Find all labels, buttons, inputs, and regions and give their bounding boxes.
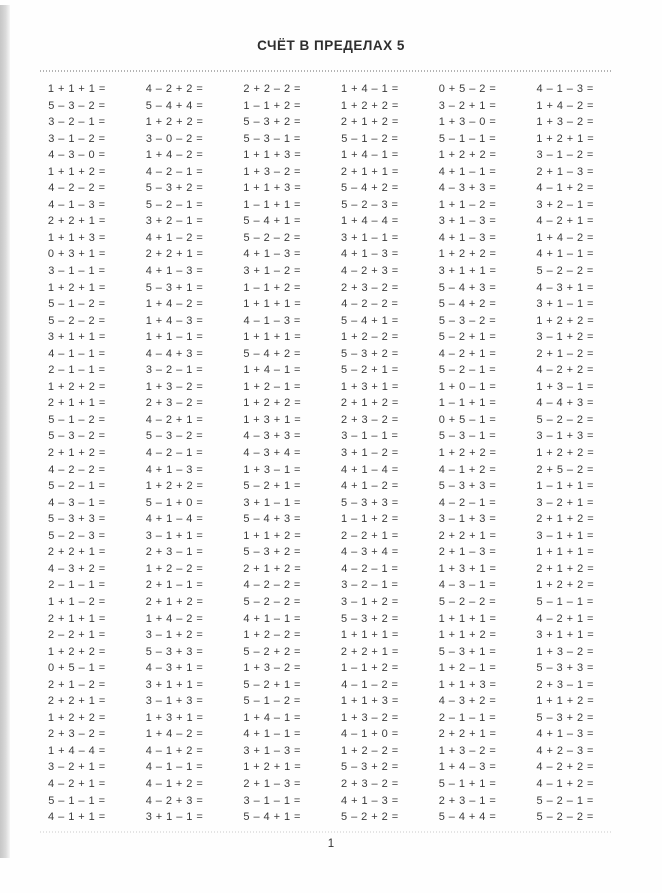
expression-cell: 5 – 2 + 2 = — [341, 811, 399, 824]
expression-cell: 4 – 3 – 1 = — [48, 496, 106, 509]
expression-cell: 5 – 2 – 2 = — [243, 595, 301, 608]
expression-cell: 4 – 2 + 2 = — [536, 364, 594, 377]
expression-cell: 4 + 1 – 3 = — [536, 728, 594, 741]
expression-cell: 2 + 1 – 3 = — [536, 165, 594, 178]
expression-cell: 1 + 3 – 2 = — [145, 380, 204, 393]
expression-cell: 5 – 3 – 2 = — [48, 430, 106, 443]
expression-cell: 4 – 2 + 2 = — [536, 761, 594, 774]
expression-cell: 1 + 1 + 3 = — [243, 182, 302, 195]
expression-cell: 2 + 1 + 2 = — [536, 562, 595, 575]
expression-cell: 4 + 1 – 3 = — [341, 794, 399, 807]
expression-cell: 0 + 5 – 1 = — [48, 662, 106, 675]
expression-cell: 1 + 1 + 1 = — [243, 298, 302, 311]
expression-cell: 1 + 3 – 0 = — [438, 116, 497, 129]
expression-cell: 5 – 4 + 2 = — [243, 347, 301, 360]
expression-cell: 3 – 1 – 1 = — [48, 265, 106, 278]
expression-cell: 0 + 3 + 1 = — [47, 248, 106, 261]
expression-cell: 5 – 3 + 3 = — [438, 480, 497, 493]
expression-cell: 2 + 3 – 2 = — [341, 777, 399, 790]
expression-cell: 2 + 3 – 1 = — [536, 678, 594, 691]
expression-cell: 1 + 2 + 2 = — [536, 447, 595, 460]
expression-cell: 1 + 2 – 2 = — [341, 331, 399, 344]
page-edge-shadow — [0, 5, 10, 858]
expression-cell: 1 + 1 + 3 = — [243, 149, 302, 162]
expression-cell: 5 – 4 + 1 = — [243, 811, 301, 824]
expression-cell: 1 + 1 + 2 = — [243, 529, 302, 542]
expression-cell: 5 – 4 + 4 = — [145, 99, 204, 112]
expression-cell: 2 + 3 – 2 = — [341, 281, 399, 294]
expression-cell: 4 – 2 – 1 = — [438, 496, 497, 509]
expression-cell: 2 + 2 + 1 = — [340, 645, 399, 658]
expression-cell: 5 – 3 + 1 = — [145, 281, 204, 294]
expression-cell: 5 – 3 – 1 = — [243, 132, 301, 145]
expression-cell: 1 + 4 – 1 = — [243, 364, 301, 377]
expression-cell: 2 + 1 – 2 = — [536, 347, 594, 360]
expression-cell: 5 – 3 + 2 = — [536, 711, 594, 724]
expression-cell: 1 + 2 + 2 = — [536, 579, 595, 592]
expression-cell: 4 + 2 – 3 = — [536, 744, 594, 757]
expression-cell: 4 – 1 – 3 = — [536, 83, 594, 95]
expression-cell: 1 + 2 + 2 = — [438, 447, 497, 460]
expression-cell: 4 – 3 + 2 = — [438, 695, 497, 708]
expression-cell: 1 + 2 + 1 = — [243, 761, 302, 774]
expression-cell: 1 + 4 – 2 = — [145, 298, 204, 311]
expression-cell: 1 + 2 + 2 = — [47, 380, 106, 393]
expression-cell: 5 – 3 + 3 = — [341, 496, 399, 509]
expression-cell: 5 – 3 – 2 = — [145, 430, 204, 443]
expression-cell: 1 + 2 – 2 = — [243, 629, 301, 642]
expression-cell: 3 + 1 + 1 = — [536, 629, 595, 642]
expression-cell: 5 – 2 – 1 = — [145, 198, 204, 211]
expression-cell: 1 + 3 + 1 = — [340, 380, 399, 393]
dotted-divider-bottom — [40, 831, 612, 833]
expression-cell: 2 + 2 – 2 = — [243, 83, 301, 95]
expression-cell: 5 – 3 – 2 = — [48, 99, 106, 112]
expression-cell: 4 + 1 – 1 = — [243, 612, 301, 625]
expression-cell: 3 – 1 – 2 = — [48, 132, 106, 145]
expression-cell: 4 – 2 – 1 = — [145, 165, 204, 178]
expression-cell: 3 + 1 – 1 = — [341, 231, 399, 244]
expression-cell: 2 + 2 + 1 = — [47, 546, 106, 559]
expression-cell: 2 – 1 – 1 = — [48, 364, 106, 377]
expression-cell: 1 – 1 + 2 = — [243, 281, 301, 294]
expression-cell: 3 + 1 + 1 = — [145, 678, 204, 691]
expression-cell: 5 – 1 – 2 = — [243, 695, 301, 708]
expression-cell: 1 + 1 – 2 = — [438, 198, 497, 211]
expression-cell: 2 + 3 – 2 = — [341, 413, 399, 426]
expression-cell: 5 – 2 – 3 = — [341, 198, 399, 211]
expression-cell: 4 – 1 + 2 = — [145, 777, 204, 790]
expression-cell: 4 – 1 – 1 = — [145, 761, 204, 774]
expression-cell: 4 + 1 – 1 = — [438, 165, 497, 178]
expression-cell: 5 – 2 + 1 = — [243, 480, 301, 493]
expression-cell: 2 + 5 – 2 = — [536, 463, 594, 476]
expression-cell: 4 – 1 – 1 = — [48, 347, 106, 360]
expression-cell: 4 – 3 + 2 = — [48, 562, 106, 575]
expression-cell: 5 – 4 + 3 = — [243, 513, 301, 526]
expression-cell: 1 + 1 + 1 = — [243, 331, 302, 344]
expression-cell: 1 + 4 – 2 = — [145, 149, 204, 162]
expression-cell: 5 – 3 + 3 = — [145, 645, 204, 658]
dotted-divider-top — [40, 70, 612, 72]
expression-cell: 1 + 4 – 3 = — [145, 314, 204, 327]
expression-cell: 1 + 4 – 4 = — [341, 215, 399, 228]
expression-cell: 3 – 2 + 1 = — [536, 496, 594, 509]
expression-cell: 3 – 2 + 1 = — [438, 99, 497, 112]
expression-cell: 4 – 2 – 1 = — [341, 562, 399, 575]
expression-cell: 5 – 2 + 2 = — [243, 645, 301, 658]
expression-cell: 2 + 3 – 1 = — [145, 546, 204, 559]
expression-cell: 3 – 1 – 1 = — [243, 794, 301, 807]
expression-cell: 2 + 1 – 3 = — [438, 546, 497, 559]
expression-cell: 1 + 3 – 2 = — [243, 165, 301, 178]
expression-cell: 3 + 1 + 1 = — [438, 265, 497, 278]
expression-cell: 4 – 1 + 2 = — [438, 463, 497, 476]
expression-cell: 3 + 2 – 1 = — [536, 198, 594, 211]
expression-cell: 4 – 3 – 1 = — [438, 579, 497, 592]
worksheet-grid — [28, 83, 614, 828]
expression-cell: 1 + 2 – 1 = — [438, 662, 497, 675]
expression-cell: 3 + 2 – 1 = — [145, 215, 204, 228]
expression-cell: 1 + 3 + 1 = — [145, 711, 204, 724]
expression-cell: 1 + 1 + 2 = — [438, 629, 497, 642]
expression-cell: 1 + 3 – 1 = — [243, 463, 301, 476]
expression-cell: 1 + 1 – 2 = — [48, 595, 106, 608]
expression-cell: 5 – 3 + 2 = — [341, 347, 399, 360]
expression-cell: 2 + 1 + 1 = — [340, 165, 399, 178]
expression-cell: 5 – 1 + 1 = — [438, 777, 497, 790]
expression-cell: 3 – 2 – 1 = — [145, 364, 204, 377]
expression-cell: 4 – 2 – 2 = — [48, 182, 106, 195]
expression-cell: 1 + 2 + 2 = — [243, 397, 302, 410]
expression-cell: 2 + 1 – 1 = — [145, 579, 204, 592]
expression-cell: 4 + 1 – 3 = — [243, 248, 301, 261]
expression-cell: 5 – 2 – 3 = — [48, 529, 106, 542]
expression-cell: 4 – 2 + 1 = — [145, 413, 204, 426]
expression-cell: 4 – 1 + 0 = — [341, 728, 399, 741]
expression-cell: 5 – 3 + 2 = — [341, 612, 399, 625]
expression-cell: 3 – 0 – 2 = — [145, 132, 204, 145]
expression-cell: 1 + 3 – 2 = — [243, 662, 301, 675]
expression-cell: 3 – 1 + 3 = — [438, 513, 497, 526]
expression-cell: 1 + 2 + 1 = — [47, 281, 106, 294]
expression-cell: 5 – 1 – 2 = — [341, 132, 399, 145]
expression-cell: 5 – 1 – 1 = — [536, 595, 594, 608]
expression-cell: 3 – 1 + 3 = — [145, 695, 204, 708]
expression-cell: 1 + 1 – 1 = — [145, 331, 204, 344]
expression-cell: 2 – 2 + 1 = — [341, 529, 399, 542]
expression-cell: 5 – 1 + 0 = — [145, 496, 204, 509]
expression-cell: 1 – 1 + 2 = — [341, 662, 399, 675]
page-number: 1 — [327, 838, 335, 850]
expression-cell: 5 – 1 – 1 = — [48, 794, 106, 807]
expression-cell: 4 + 1 – 4 = — [145, 513, 204, 526]
expression-cell: 3 – 1 – 2 = — [536, 149, 594, 162]
expression-cell: 1 + 3 + 1 = — [243, 413, 302, 426]
expression-cell: 2 + 1 + 2 = — [340, 116, 399, 129]
expression-cell: 2 + 1 + 1 = — [47, 397, 106, 410]
expression-cell: 1 + 3 – 2 = — [438, 744, 497, 757]
expression-cell: 5 – 2 – 2 = — [536, 811, 594, 824]
expression-cell: 3 – 2 – 1 = — [341, 579, 399, 592]
expression-cell: 2 + 1 + 2 = — [340, 397, 399, 410]
expression-cell: 1 + 4 – 1 = — [341, 149, 399, 162]
expression-cell: 2 + 1 + 2 = — [145, 595, 204, 608]
expression-cell: 5 – 1 – 2 = — [48, 413, 106, 426]
expression-cell: 4 – 2 + 1 = — [536, 215, 594, 228]
expression-cell: 5 – 2 – 2 = — [48, 314, 106, 327]
expression-cell: 4 – 2 – 1 = — [145, 447, 204, 460]
expression-cell: 4 – 3 – 0 = — [48, 149, 106, 162]
expression-cell: 1 + 4 – 1 = — [243, 711, 301, 724]
expression-cell: 3 + 1 – 1 = — [145, 811, 204, 824]
expression-cell: 1 + 4 – 3 = — [438, 761, 497, 774]
expression-cell: 3 – 1 – 1 = — [341, 430, 399, 443]
expression-cell: 5 – 3 + 2 = — [243, 116, 301, 129]
expression-cell: 0 + 5 – 1 = — [438, 413, 497, 426]
expression-cell: 2 + 3 – 2 = — [145, 397, 204, 410]
expression-cell: 2 + 3 – 2 = — [48, 728, 106, 741]
expression-cell: 1 + 2 – 2 = — [341, 744, 399, 757]
expression-cell: 4 – 3 + 1 = — [145, 662, 204, 675]
expression-cell: 1 + 1 + 3 = — [340, 695, 399, 708]
expression-cell: 4 + 1 – 2 = — [145, 231, 204, 244]
expression-cell: 4 – 2 + 1 = — [48, 777, 106, 790]
expression-cell: 3 + 1 – 2 = — [243, 265, 301, 278]
expression-cell: 1 + 3 – 2 = — [536, 645, 594, 658]
expression-cell: 5 – 3 + 3 = — [536, 662, 594, 675]
expression-cell: 4 + 1 – 1 = — [243, 728, 301, 741]
expression-cell: 4 – 1 – 2 = — [341, 678, 399, 691]
expression-cell: 4 – 1 – 3 = — [48, 198, 106, 211]
expression-cell: 2 – 1 – 1 = — [48, 579, 106, 592]
expression-cell: 4 – 2 – 2 = — [48, 463, 106, 476]
expression-cell: 2 + 1 + 2 = — [536, 513, 595, 526]
expression-cell: 4 – 3 + 1 = — [536, 281, 594, 294]
expression-cell: 4 – 1 + 2 = — [536, 182, 594, 195]
expression-cell: 2 + 2 + 1 = — [47, 695, 106, 708]
expression-cell: 1 + 4 – 4 = — [48, 744, 106, 757]
expression-cell: 3 + 1 – 3 = — [438, 215, 497, 228]
expression-cell: 4 – 1 – 3 = — [243, 314, 301, 327]
expression-cell: 0 + 5 – 2 = — [438, 83, 497, 95]
expression-cell: 1 + 1 + 2 = — [47, 165, 106, 178]
expression-cell: 4 – 1 + 2 = — [536, 777, 594, 790]
expression-cell: 4 + 1 – 2 = — [341, 480, 399, 493]
expression-cell: 5 – 4 + 2 = — [341, 182, 399, 195]
expression-cell: 1 + 2 + 2 = — [438, 149, 497, 162]
expression-cell: 2 + 1 – 2 = — [48, 678, 106, 691]
expression-cell: 1 + 1 + 1 = — [438, 612, 497, 625]
expression-cell: 4 – 2 – 2 = — [243, 579, 301, 592]
expression-cell: 5 – 3 + 2 = — [145, 182, 204, 195]
expression-cell: 1 – 1 + 1 = — [243, 198, 301, 211]
expression-cell: 4 – 2 + 3 = — [341, 265, 399, 278]
expression-cell: 3 – 1 + 2 = — [341, 595, 399, 608]
expression-cell: 4 – 3 + 4 = — [341, 546, 399, 559]
expression-cell: 5 – 2 – 2 = — [536, 265, 594, 278]
expression-cell: 4 – 2 + 1 = — [536, 612, 594, 625]
expression-cell: 2 + 2 + 1 = — [438, 529, 497, 542]
expression-cell: 5 – 2 – 1 = — [536, 794, 594, 807]
expression-cell: 1 + 3 – 2 = — [341, 711, 399, 724]
expression-cell: 4 – 3 + 3 = — [438, 182, 497, 195]
expression-cell: 1 + 0 – 1 = — [438, 380, 497, 393]
expression-cell: 2 + 1 + 2 = — [243, 562, 302, 575]
expression-cell: 3 + 1 + 1 = — [47, 331, 106, 344]
expression-cell: 2 – 2 + 1 = — [48, 629, 106, 642]
expression-cell: 5 – 1 – 1 = — [438, 132, 497, 145]
expression-cell: 1 + 4 – 1 = — [341, 83, 399, 95]
expression-cell: 5 – 2 – 1 = — [438, 364, 497, 377]
expression-cell: 3 – 1 + 1 = — [536, 529, 594, 542]
expression-cell: 4 – 4 + 3 = — [145, 347, 204, 360]
expression-cell: 1 + 1 + 3 = — [47, 231, 106, 244]
expression-cell: 1 – 1 + 1 = — [536, 480, 594, 493]
expression-cell: 5 – 2 + 1 = — [243, 678, 301, 691]
expression-cell: 2 + 1 + 2 = — [47, 447, 106, 460]
expression-cell: 2 + 3 – 1 = — [438, 794, 497, 807]
expression-cell: 1 + 2 – 2 = — [145, 562, 204, 575]
expression-cell: 1 + 2 – 1 = — [243, 380, 301, 393]
expression-cell: 1 + 3 – 1 = — [536, 380, 594, 393]
expression-cell: 1 + 2 + 2 = — [145, 116, 204, 129]
expression-cell: 4 – 1 + 2 = — [145, 744, 204, 757]
expression-cell: 3 – 2 – 1 = — [48, 116, 106, 129]
expression-cell: 4 – 2 + 3 = — [145, 794, 204, 807]
expression-cell: 4 + 1 – 3 = — [145, 463, 204, 476]
expression-cell: 4 + 1 – 3 = — [438, 231, 497, 244]
expression-cell: 4 + 1 – 3 = — [341, 248, 399, 261]
expression-cell: 5 – 3 + 1 = — [438, 645, 497, 658]
expression-cell: 3 + 1 – 1 = — [243, 496, 301, 509]
expression-cell: 5 – 3 + 2 = — [341, 761, 399, 774]
expression-cell: 4 + 1 – 3 = — [145, 265, 204, 278]
expression-cell: 3 + 1 – 2 = — [341, 447, 399, 460]
expression-cell: 4 – 3 + 3 = — [243, 430, 301, 443]
expression-cell: 5 – 2 + 1 = — [341, 364, 399, 377]
expression-cell: 3 – 2 + 1 = — [48, 761, 106, 774]
expression-cell: 3 + 1 – 3 = — [243, 744, 301, 757]
page-title: СЧЁТ В ПРЕДЕЛАХ 5 — [257, 38, 405, 53]
expression-cell: 3 – 1 + 2 = — [536, 331, 594, 344]
expression-cell: 4 + 1 – 1 = — [536, 248, 594, 261]
expression-cell: 4 – 3 + 4 = — [243, 447, 301, 460]
expression-cell: 4 – 2 + 2 = — [145, 83, 204, 95]
expression-cell: 1 + 4 – 2 = — [145, 728, 204, 741]
expression-cell: 1 + 4 – 2 = — [536, 231, 594, 244]
expression-cell: 5 – 3 – 2 = — [438, 314, 497, 327]
expression-cell: 3 – 1 + 1 = — [145, 529, 204, 542]
expression-cell: 1 + 1 + 1 = — [536, 546, 595, 559]
expression-cell: 4 – 1 + 1 = — [48, 811, 106, 824]
expression-cell: 1 + 2 + 2 = — [47, 711, 106, 724]
expression-cell: 5 – 3 + 3 = — [48, 513, 106, 526]
expression-cell: 5 – 4 + 4 = — [438, 811, 497, 824]
expression-cell: 1 + 2 + 2 = — [47, 645, 106, 658]
expression-cell: 5 – 2 + 1 = — [438, 331, 497, 344]
expression-cell: 5 – 3 + 2 = — [243, 546, 301, 559]
expression-cell: 5 – 1 – 2 = — [48, 298, 106, 311]
expression-cell: 4 – 2 + 1 = — [438, 347, 497, 360]
expression-cell: 1 + 4 – 2 = — [536, 99, 594, 112]
expression-cell: 4 – 4 + 3 = — [536, 397, 594, 410]
expression-cell: 5 – 2 – 2 = — [536, 413, 594, 426]
expression-cell: 1 + 2 + 2 = — [438, 248, 497, 261]
expression-cell: 5 – 4 + 1 = — [341, 314, 399, 327]
expression-cell: 2 + 2 + 1 = — [438, 728, 497, 741]
expression-cell: 1 – 1 + 1 = — [438, 397, 497, 410]
expression-cell: 1 + 3 – 2 = — [536, 116, 594, 129]
expression-cell: 5 – 4 + 3 = — [438, 281, 497, 294]
expression-cell: 4 + 1 – 4 = — [341, 463, 399, 476]
expression-cell: 5 – 2 – 1 = — [48, 480, 106, 493]
expression-cell: 4 – 2 – 2 = — [341, 298, 399, 311]
expression-cell: 1 + 2 + 2 = — [340, 99, 399, 112]
expression-cell: 3 – 1 + 2 = — [145, 629, 204, 642]
expression-cell: 1 – 1 + 2 = — [341, 513, 399, 526]
expression-cell: 1 + 1 + 1 = — [47, 83, 106, 95]
expression-cell: 2 + 2 + 1 = — [145, 248, 204, 261]
expression-cell: 1 + 4 – 2 = — [145, 612, 204, 625]
expression-cell: 1 + 1 + 2 = — [536, 695, 595, 708]
expression-cell: 5 – 2 – 2 = — [438, 595, 497, 608]
expression-cell: 1 + 2 + 2 = — [536, 314, 595, 327]
expression-cell: 1 + 1 + 1 = — [340, 629, 399, 642]
expression-cell: 3 – 1 + 3 = — [536, 430, 594, 443]
expression-cell: 5 – 3 – 1 = — [438, 430, 497, 443]
expression-cell: 2 – 1 – 1 = — [438, 711, 497, 724]
expression-cell: 2 + 1 + 1 = — [47, 612, 106, 625]
expression-cell: 1 + 3 + 1 = — [438, 562, 497, 575]
expression-cell: 3 + 1 – 1 = — [536, 298, 594, 311]
expression-cell: 5 – 4 + 2 = — [438, 298, 497, 311]
expression-cell: 5 – 4 + 1 = — [243, 215, 301, 228]
expression-cell: 1 + 1 + 3 = — [438, 678, 497, 691]
expression-cell: 5 – 2 – 2 = — [243, 231, 301, 244]
expression-cell: 2 + 1 – 3 = — [243, 777, 301, 790]
expression-cell: 1 – 1 + 2 = — [243, 99, 301, 112]
expression-cell: 1 + 2 + 1 = — [536, 132, 595, 145]
expression-cell: 2 + 2 + 1 = — [47, 215, 106, 228]
expression-cell: 1 + 2 + 2 = — [145, 480, 204, 493]
